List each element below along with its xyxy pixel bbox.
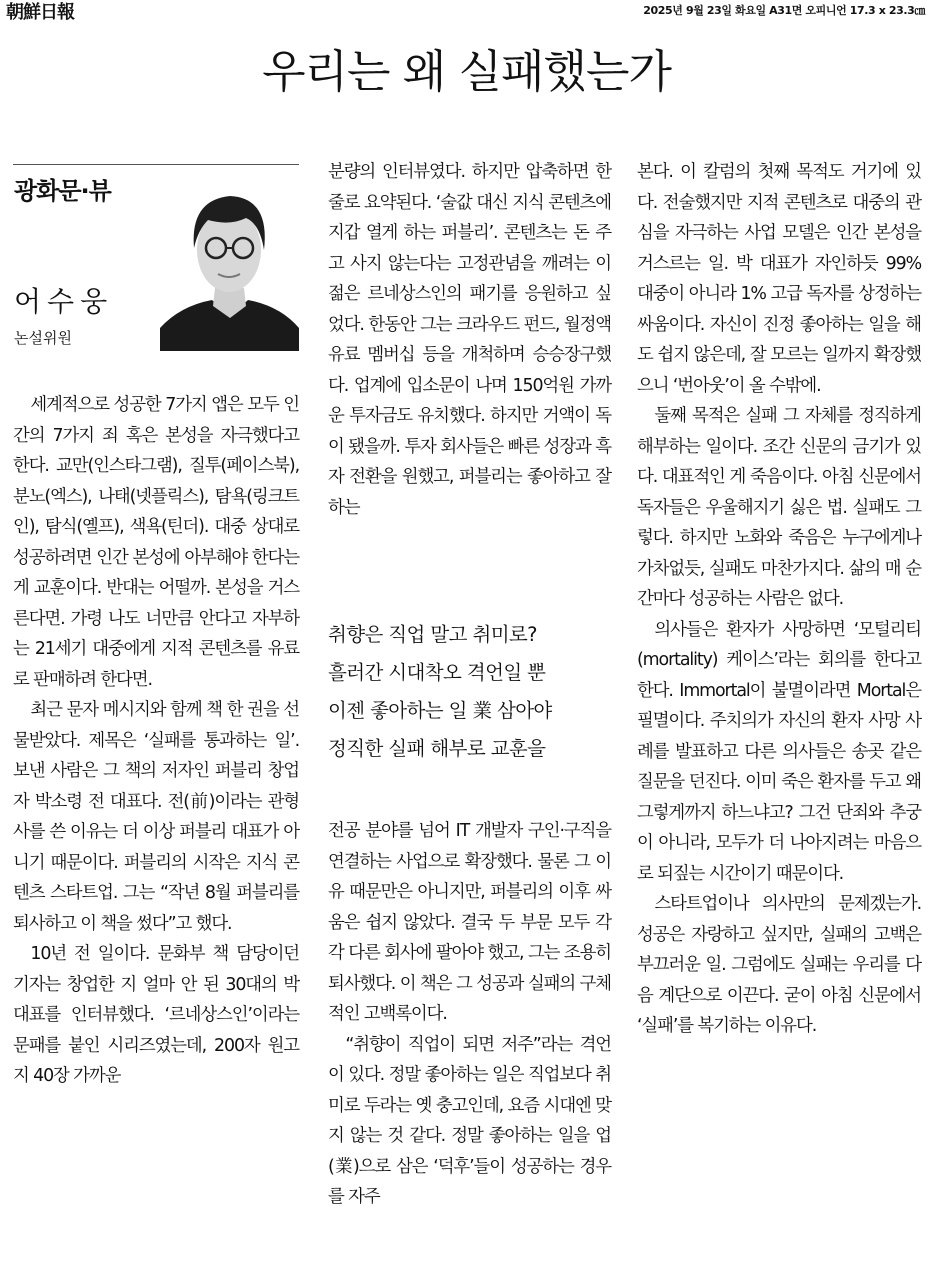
body-column-1 [13, 390, 299, 1092]
pullquote-line: 취향은 직업 말고 취미로? [328, 623, 537, 646]
column-name: 광화문·뷰 [14, 177, 111, 205]
paragraph: 10년 전 일이다. 문화부 책 담당이던 기자는 창업한 지 얼마 안 된 30대의 박 대표를 인터뷰했다. ‘르네상스인’이라는 문패를 붙인 시리즈였는데, 200자 원고지 40장 가까운 [13, 944, 299, 1086]
body-column-3 [637, 157, 921, 1042]
author-name: 어수웅 [14, 285, 114, 318]
dateline: 2025년 9월 23일 화요일 A31면 오피니언 17.3 x 23.3㎝ [643, 4, 925, 17]
paragraph: 스타트업이나 의사만의 문제겠는가. 성공은 자랑하고 싶지만, 실패의 고백은 부끄러운 일. 그럼에도 실패는 우리를 다음 계단으로 이끈다. 굳이 아침 신문에서 ‘실패’를 복기하는 이유다. [637, 894, 921, 1036]
body-column-2-bottom [328, 816, 611, 1213]
author-photo [160, 178, 299, 351]
pullquote [328, 616, 611, 768]
paragraph: 둘째 목적은 실패 그 자체를 정직하게 해부하는 일이다. 조간 신문의 금기가 있다. 대표적인 게 죽음이다. 아침 신문에서 독자들은 우울해지기 싫은 법. 실패도 그렇다. 하지만 노화와 죽음은 누구에게나 가차없듯, 실패도 마찬가지다. 삶의 매 순간마다 성공하는 사람은 없다. [637, 406, 921, 609]
pullquote-line: 흘러간 시대착오 격언일 뿐 [328, 661, 546, 684]
pullquote-line: 정직한 실패 해부로 교훈을 [328, 737, 546, 760]
author-portrait-icon [160, 178, 299, 351]
paragraph: 분량의 인터뷰였다. 하지만 압축하면 한 줄로 요약된다. ‘술값 대신 지식 콘텐츠에 지갑 열게 하는 퍼블리’. 콘텐츠는 돈 주고 사지 않는다는 고정관념을 깨려는 이 젊은 르네상스인의 패기를 응원하고 싶었다. 한동안 그는 크라우드 펀드, 월정액 유료 멤버십 등을 개척하며 승승장구했다. 업계에 입소문이 나며 150억원 가까운 투자금도 유치했다. 하지만 거액이 독이 됐을까. 투자 회사들은 빠른 성장과 흑자 전환을 원했고, 퍼블리는 좋아하고 잘하는 [328, 162, 611, 518]
headline: 우리는 왜 실패했는가 [262, 45, 671, 98]
paragraph: “취향이 직업이 되면 저주”라는 격언이 있다. 정말 좋아하는 일은 직업보다 취미로 두라는 옛 충고인데, 요즘 시대엔 맞지 않는 것 같다. 정말 좋아하는 일을 업(業)으로 삼은 ‘덕후’들이 성공하는 경우를 자주 [328, 1034, 611, 1207]
byline-divider [13, 164, 299, 165]
pullquote-line: 이젠 좋아하는 일 業 삼아야 [328, 699, 552, 722]
paragraph: 본다. 이 칼럼의 첫째 목적도 거기에 있다. 전술했지만 지적 콘텐츠로 대중의 관심을 자극하는 사업 모델은 인간 본성을 거스르는 일. 박 대표가 자인하듯 99% 대중이 아니라 1% 고급 독자를 상정하는 싸움이다. 자신이 진정 좋아하는 일을 해도 쉽지 않은데, 잘 모르는 일까지 확장했으니 ‘번아웃’이 올 수밖에. [637, 162, 921, 396]
paragraph: 세계적으로 성공한 7가지 앱은 모두 인간의 7가지 죄 혹은 본성을 자극했다고 한다. 교만(인스타그램), 질투(페이스북), 분노(엑스), 나태(넷플릭스), 탐욕(링크트인), 탐식(옐프), 색욕(틴더). 대중 상대로 성공하려면 인간 본성에 아부해야 한다는 게 교훈이다. 반대는 어떨까. 본성을 거스른다면. 가령 나도 너만큼 안다고 자부하는 21세기 대중에게 지적 콘텐츠를 유료로 판매하려 한다면. [13, 395, 299, 690]
author-title: 논설위원 [14, 329, 72, 347]
masthead-logo: 朝鮮日報 [6, 2, 74, 23]
paragraph: 의사들은 환자가 사망하면 ‘모털리티(mortality) 케이스’라는 회의를 한다고 한다. Immortal이 불멸이라면 Mortal은 필멸이다. 주치의가 자신의 환자 사망 사례를 발표하고 다른 의사들은 송곳 같은 질문을 던진다. 이미 죽은 환자를 두고 왜 그렇게까지 하느냐고? 그건 단죄와 추궁이 아니라, 모두가 더 나아지려는 마음으로 되짚는 시간이기 때문이다. [637, 619, 921, 884]
body-column-2-top [328, 157, 611, 523]
paragraph: 최근 문자 메시지와 함께 책 한 권을 선물받았다. 제목은 ‘실패를 통과하는 일’. 보낸 사람은 그 책의 저자인 퍼블리 창업자 박소령 전 대표다. 전(前)이라는 관형사를 쓴 이유는 더 이상 퍼블리 대표가 아니기 때문이다. 퍼블리의 시작은 지식 콘텐츠 스타트업. 그는 “작년 8월 퍼블리를 퇴사하고 이 책을 썼다”고 했다. [13, 700, 299, 934]
paragraph: 전공 분야를 넘어 IT 개발자 구인·구직을 연결하는 사업으로 확장했다. 물론 그 이유 때문만은 아니지만, 퍼블리의 이후 싸움은 쉽지 않았다. 결국 두 부문 모두 각각 다른 회사에 팔아야 했고, 그는 조용히 퇴사했다. 이 책은 그 성공과 실패의 구체적인 고백록이다. [328, 821, 611, 1024]
